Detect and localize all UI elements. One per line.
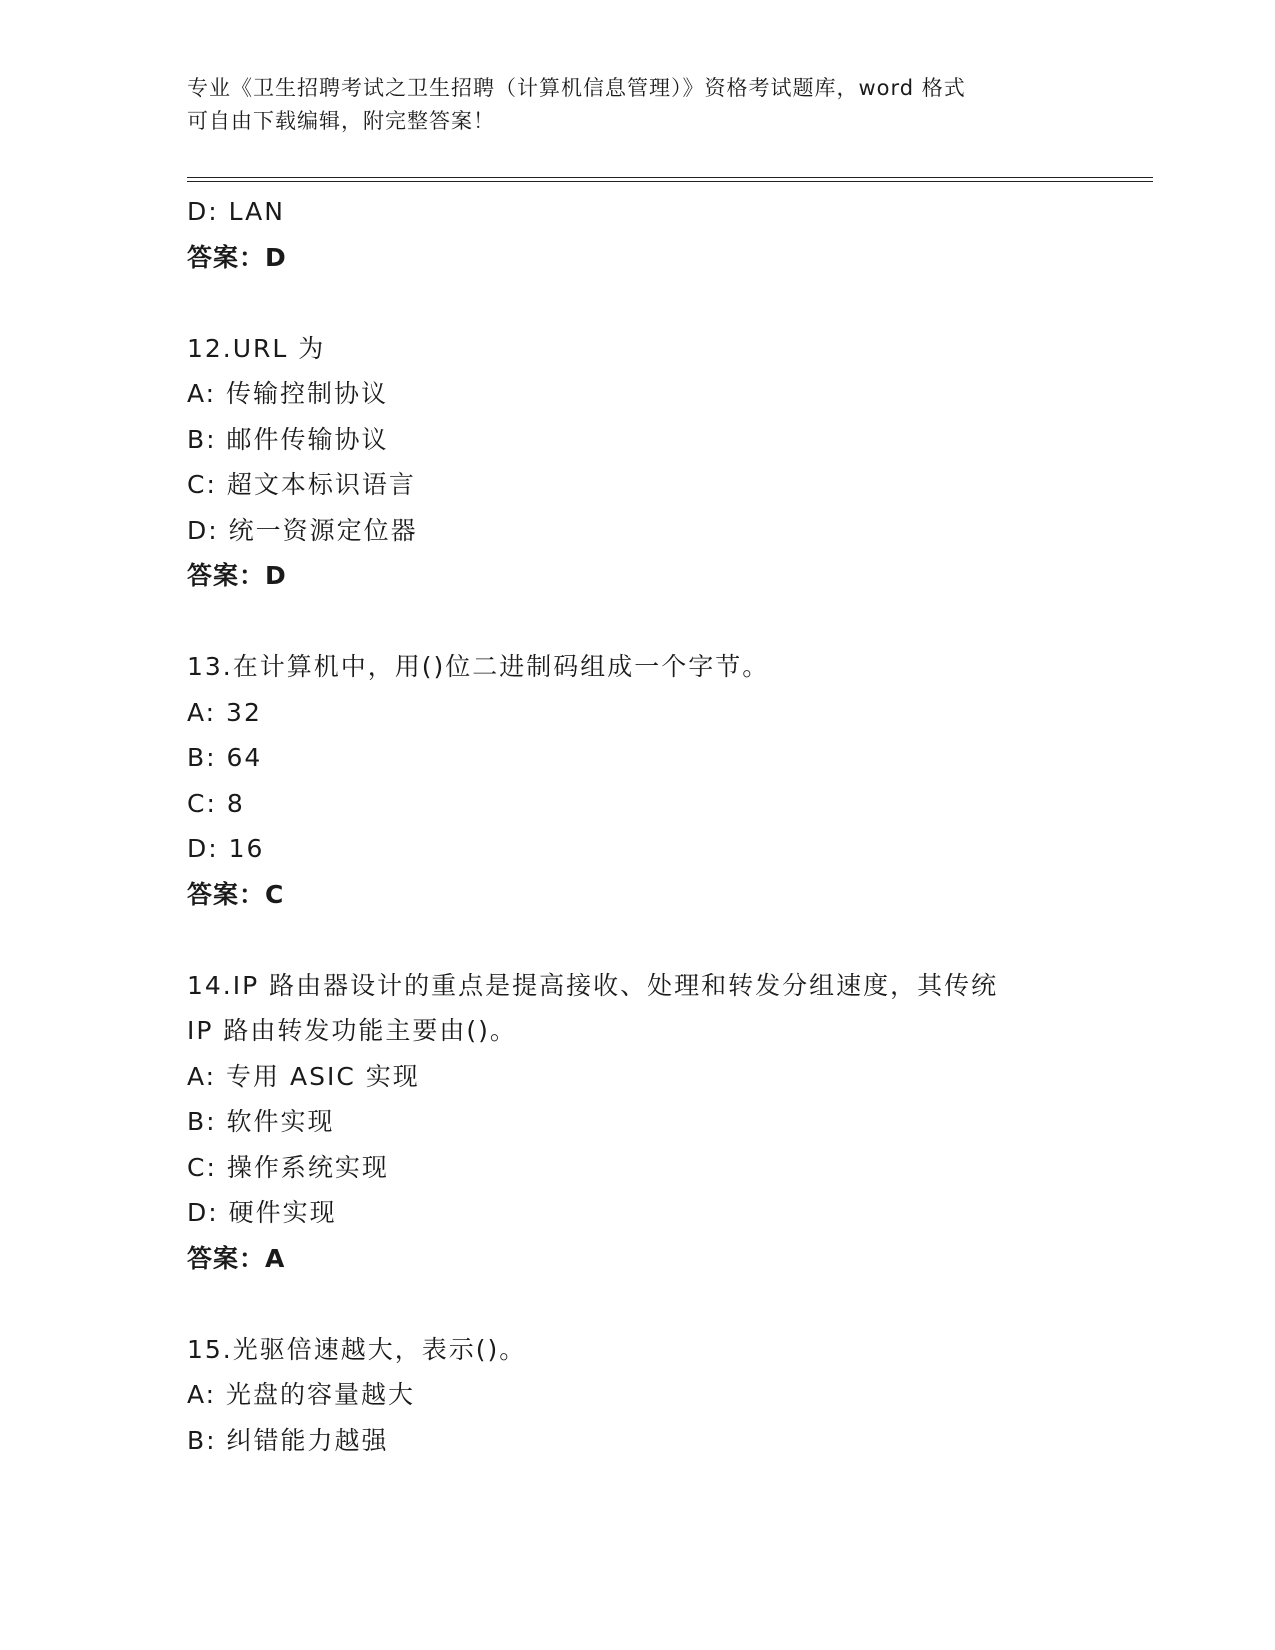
question-list: [187, 189, 1087, 1463]
question-14: [187, 963, 1087, 1282]
question-12: [187, 326, 1087, 599]
answer-label: 答案：D: [187, 561, 287, 590]
spacer: [187, 1281, 1087, 1327]
question-stem: 12.URL 为: [187, 333, 326, 363]
option-c: C: 超文本标识语言: [187, 470, 416, 499]
option-a: A: 专用 ASIC 实现: [187, 1061, 420, 1091]
header-divider-top: [187, 177, 1153, 178]
prev-option-d: D: LAN: [187, 197, 285, 226]
question-stem: 15.光驱倍速越大，表示()。: [187, 1334, 527, 1364]
option-b: B: 纠错能力越强: [187, 1425, 389, 1455]
question-stem: 14.IP 路由器设计的重点是提高接收、处理和转发分组速度，其传统: [187, 970, 999, 1000]
question-15: [187, 1327, 1087, 1464]
option-c: C: 操作系统实现: [187, 1152, 389, 1182]
option-d: D: 硬件实现: [187, 1198, 337, 1227]
option-b: B: 64: [187, 743, 263, 772]
prev-answer: 答案：D: [187, 242, 287, 272]
answer-label: 答案：A: [187, 1243, 286, 1273]
header-line-1: 专业《卫生招聘考试之卫生招聘（计算机信息管理）》资格考试题库，word 格式: [187, 76, 966, 100]
option-a: A: 传输控制协议: [187, 379, 389, 408]
option-c: C: 8: [187, 788, 245, 818]
header-line-2: 可自由下载编辑，附完整答案！: [187, 109, 495, 133]
document-header: [187, 72, 1087, 138]
option-a: A: 光盘的容量越大: [187, 1380, 416, 1409]
answer-label: 答案：C: [187, 879, 285, 909]
question-stem-continued: IP 路由转发功能主要由()。: [187, 1016, 517, 1045]
question-stem: 13.在计算机中，用()位二进制码组成一个字节。: [187, 652, 770, 681]
question-13: [187, 644, 1087, 917]
spacer: [187, 280, 1087, 326]
option-b: B: 软件实现: [187, 1107, 335, 1136]
option-a: A: 32: [187, 697, 262, 727]
spacer: [187, 599, 1087, 645]
spacer: [187, 917, 1087, 963]
option-b: B: 邮件传输协议: [187, 424, 389, 454]
option-d: D: 统一资源定位器: [187, 515, 418, 545]
header-divider-bottom: [187, 181, 1153, 182]
option-d: D: 16: [187, 834, 265, 863]
